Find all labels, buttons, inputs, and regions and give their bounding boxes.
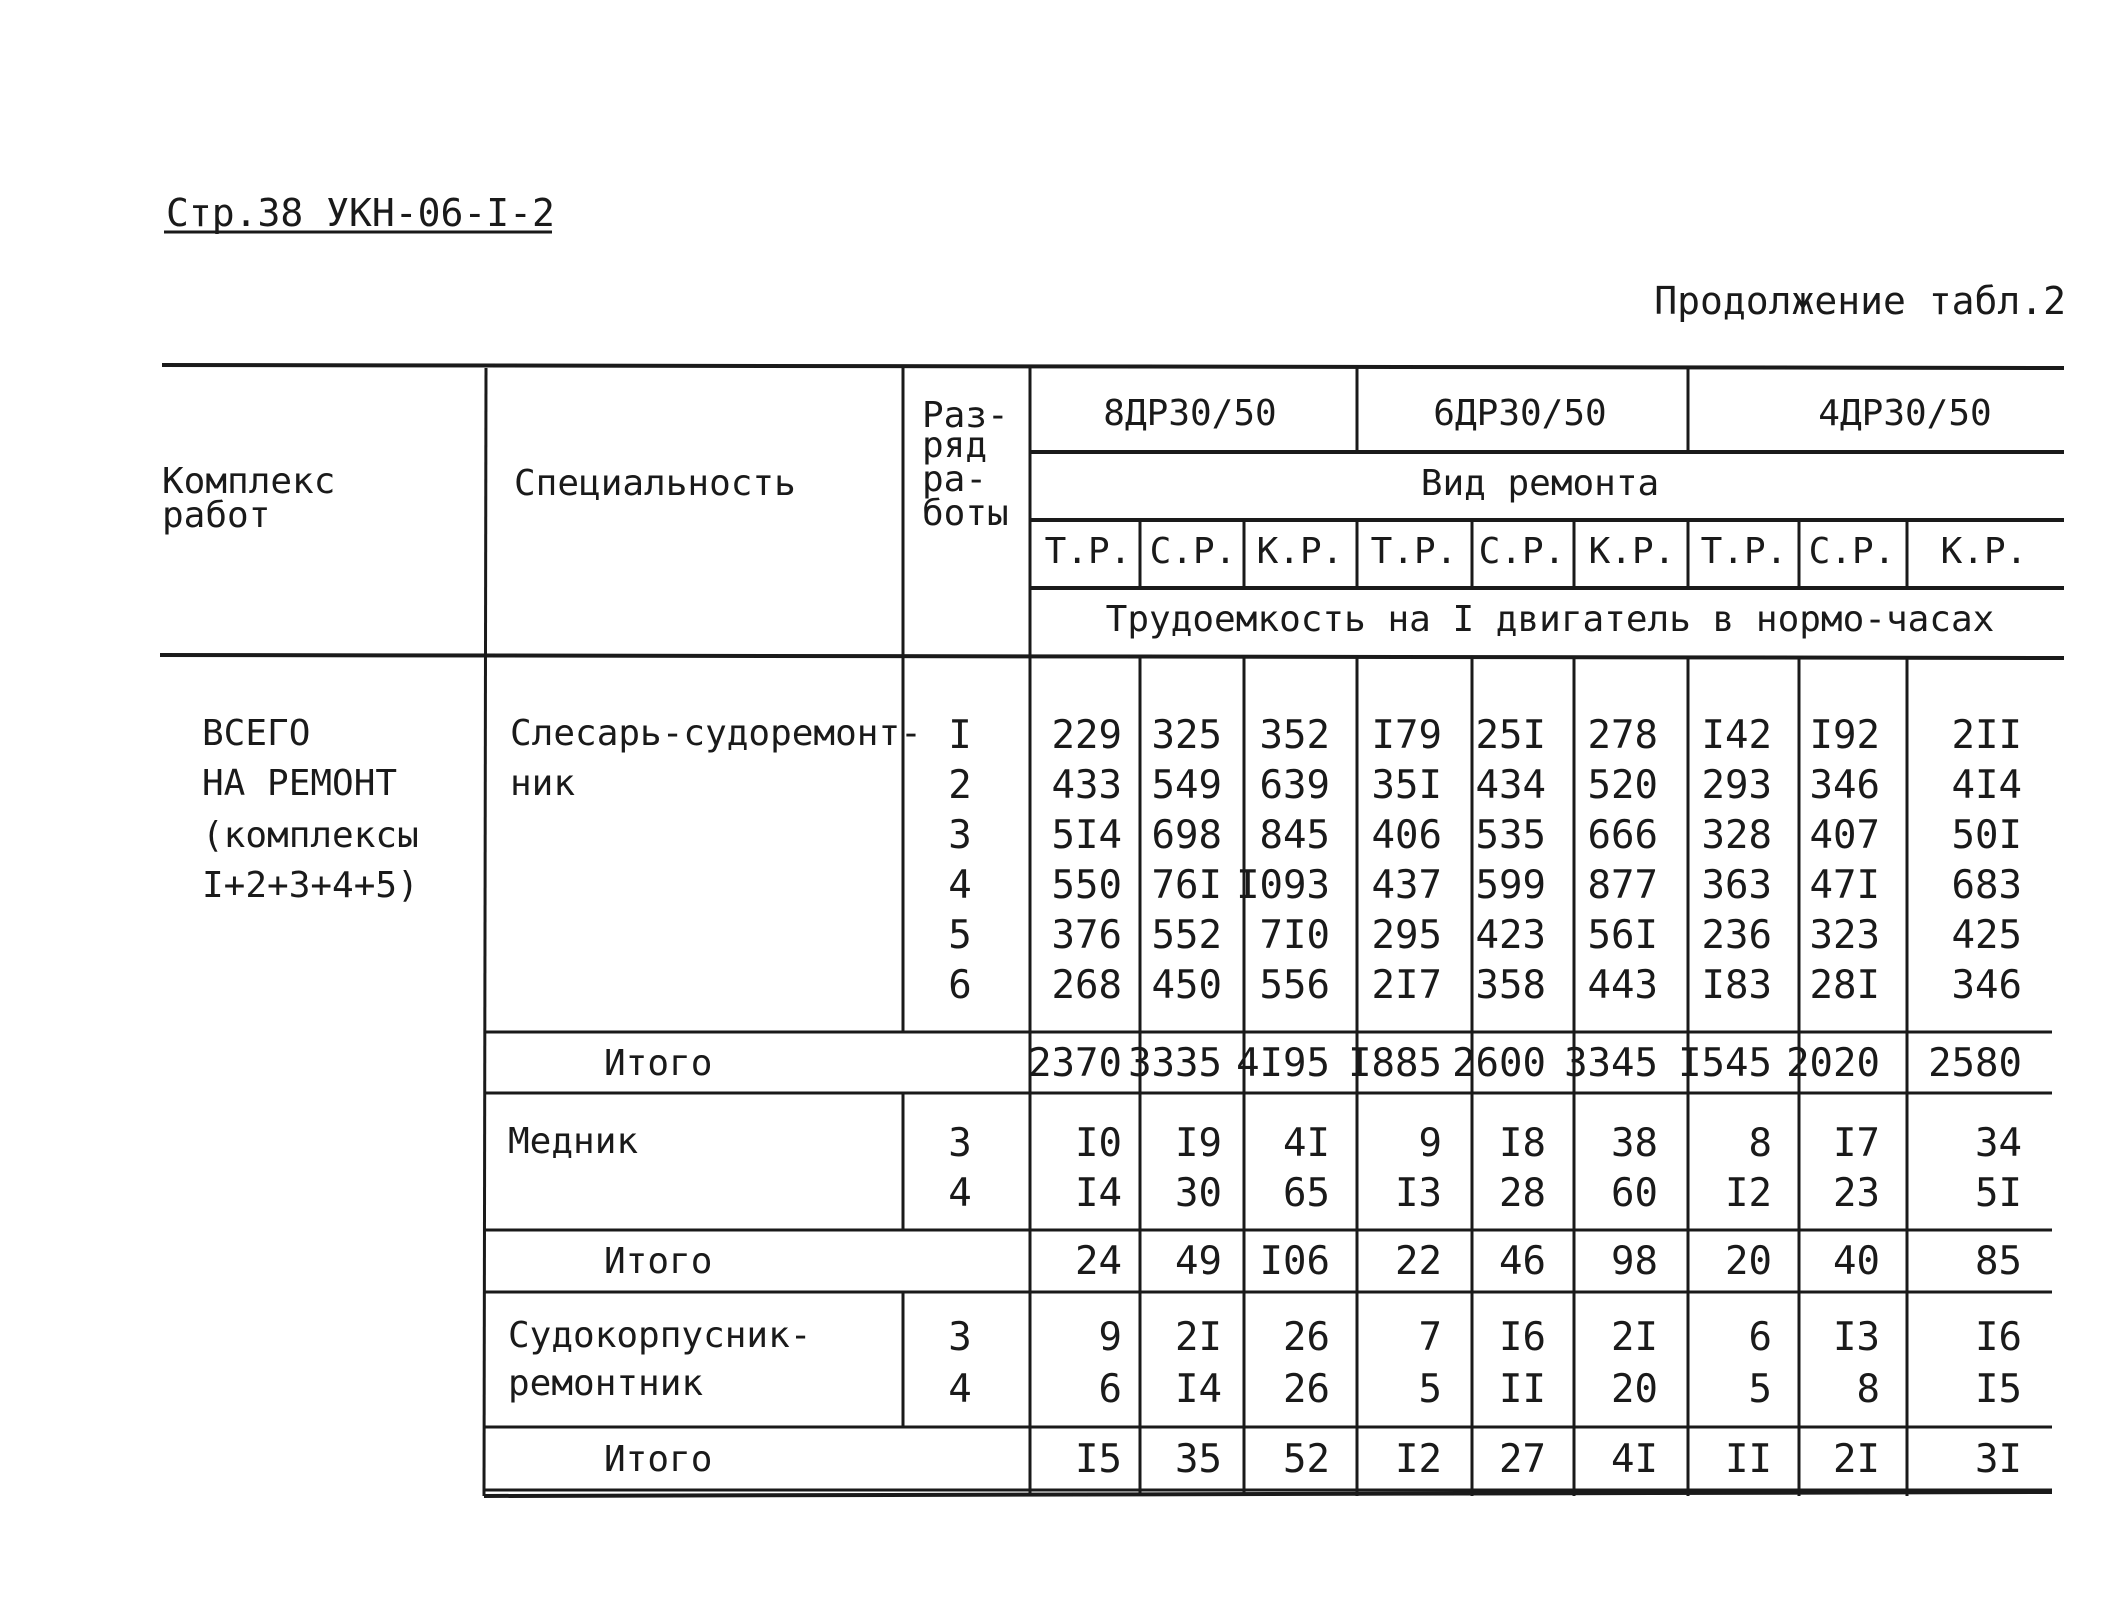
- table-cell: 50I: [1951, 813, 2022, 858]
- table-cell: I92: [1809, 713, 1880, 758]
- repair-type-sr-4dr: С.Р.: [1808, 531, 1896, 572]
- table-cell: 550: [1051, 863, 1122, 908]
- grade-cell: 2: [948, 763, 972, 808]
- col-header-grade-line1: Раз-: [922, 395, 1009, 436]
- repair-type-tr-8dr: Т.Р.: [1044, 531, 1132, 572]
- total-cell: 3345: [1564, 1041, 1658, 1086]
- table-cell: 229: [1051, 713, 1122, 758]
- table-cell: 346: [1951, 963, 2022, 1008]
- total-cell: 2020: [1786, 1041, 1880, 1086]
- grade-cell: 5: [948, 913, 972, 958]
- col-header-specialty: Специальность: [514, 463, 796, 504]
- specialty-hull-repairer-line2: ремонтник: [508, 1363, 704, 1404]
- grade-cell: 4: [948, 863, 972, 908]
- table-cell: 639: [1259, 763, 1330, 808]
- table-cell: I4: [1175, 1367, 1222, 1412]
- table-cell: I79: [1371, 713, 1442, 758]
- table-cell: 26: [1283, 1367, 1330, 1412]
- total-cell: 4I95: [1236, 1041, 1330, 1086]
- table-cell: I42: [1701, 713, 1772, 758]
- table-cell: 278: [1587, 713, 1658, 758]
- total-cell: 35: [1175, 1437, 1222, 1482]
- table-cell: 328: [1701, 813, 1772, 858]
- table-cell: 6: [1098, 1367, 1122, 1412]
- complex-label-line4: I+2+3+4+5): [202, 865, 419, 906]
- table-cell: I0: [1075, 1121, 1122, 1166]
- table-cell: 434: [1475, 763, 1546, 808]
- total-cell: 85: [1975, 1239, 2022, 1284]
- total-cell: 22: [1395, 1239, 1442, 1284]
- table-cell: 520: [1587, 763, 1658, 808]
- grade-cell: 3: [948, 1315, 972, 1360]
- total-label: Итого: [604, 1439, 713, 1480]
- total-cell: 2580: [1928, 1041, 2022, 1086]
- table-cell: 38: [1611, 1121, 1658, 1166]
- table-cell: 556: [1259, 963, 1330, 1008]
- table-cell: 549: [1151, 763, 1222, 808]
- table-cell: 5I4: [1051, 813, 1122, 858]
- table-cell: 845: [1259, 813, 1330, 858]
- col-header-grade-line4: боты: [922, 493, 1009, 534]
- engine-header-4dr: 4ДР30/50: [1818, 393, 1992, 434]
- table-cell: II: [1499, 1367, 1546, 1412]
- total-cell: 52: [1283, 1437, 1330, 1482]
- table-cell: 2I7: [1371, 963, 1442, 1008]
- repair-type-sr-8dr: С.Р.: [1149, 531, 1237, 572]
- repair-type-kr-6dr: К.Р.: [1588, 531, 1676, 572]
- table-cell: 25I: [1475, 713, 1546, 758]
- table-cell: 450: [1151, 963, 1222, 1008]
- complex-label-line3: (комплексы: [202, 815, 419, 856]
- table-cell: 698: [1151, 813, 1222, 858]
- grade-cell: I: [948, 713, 972, 758]
- table-cell: 56I: [1587, 913, 1658, 958]
- page-reference: Стр.38 УКН-06-I-2: [166, 191, 555, 235]
- table-cell: 376: [1051, 913, 1122, 958]
- col-header-grade-line2: ряд: [922, 425, 988, 466]
- total-cell: 24: [1075, 1239, 1122, 1284]
- table-cell: 28I: [1809, 963, 1880, 1008]
- table-cell: 268: [1051, 963, 1122, 1008]
- grade-cell: 3: [948, 813, 972, 858]
- table-cell: 407: [1809, 813, 1880, 858]
- grade-cell: 4: [948, 1367, 972, 1412]
- total-cell: 27: [1499, 1437, 1546, 1482]
- table-cell: 4I: [1283, 1121, 1330, 1166]
- total-cell: I885: [1348, 1041, 1442, 1086]
- table-cell: 5: [1418, 1367, 1442, 1412]
- table-cell: 47I: [1809, 863, 1880, 908]
- table-cell: 552: [1151, 913, 1222, 958]
- table-cell: 9: [1418, 1121, 1442, 1166]
- repair-type-kr-4dr: К.Р.: [1940, 531, 2028, 572]
- grade-cell: 4: [948, 1171, 972, 1216]
- repair-type-tr-4dr: Т.Р.: [1700, 531, 1788, 572]
- table-cell: 60: [1611, 1171, 1658, 1216]
- repair-type-sr-6dr: С.Р.: [1478, 531, 1566, 572]
- table-cell: 7: [1418, 1315, 1442, 1360]
- table-cell: 6: [1748, 1315, 1772, 1360]
- specialty-hull-repairer-line1: Судокорпусник-: [508, 1315, 812, 1356]
- total-cell: 2I: [1833, 1437, 1880, 1482]
- total-cell: 46: [1499, 1239, 1546, 1284]
- repair-type-tr-6dr: Т.Р.: [1370, 531, 1458, 572]
- table-cell: I8: [1499, 1121, 1546, 1166]
- complex-label-line1: ВСЕГО: [202, 713, 311, 754]
- table-cell: 425: [1951, 913, 2022, 958]
- table-cell: 35I: [1371, 763, 1442, 808]
- table-continuation-label: Продолжение табл.2: [1654, 279, 2066, 323]
- table-cell: I4: [1075, 1171, 1122, 1216]
- specialty-fitter-line2: ник: [510, 763, 576, 804]
- col-header-complex-line1: Комплекс: [162, 461, 336, 502]
- total-cell: 49: [1175, 1239, 1222, 1284]
- table-cell: I6: [1975, 1315, 2022, 1360]
- total-cell: I2: [1395, 1437, 1442, 1482]
- table-cell: 8: [1748, 1121, 1772, 1166]
- col-header-complex-line2: работ: [162, 495, 271, 536]
- specialty-fitter-line1: Слесарь-судоремонт-: [510, 713, 922, 754]
- col-header-grade-line3: ра-: [922, 459, 988, 500]
- table-cell: 323: [1809, 913, 1880, 958]
- repair-kind-header: Вид ремонта: [1420, 463, 1660, 504]
- table-cell: 293: [1701, 763, 1772, 808]
- table-cell: 346: [1809, 763, 1880, 808]
- total-cell: 40: [1833, 1239, 1880, 1284]
- total-cell: 20: [1725, 1239, 1772, 1284]
- total-cell: 4I: [1611, 1437, 1658, 1482]
- table-cell: 2I: [1175, 1315, 1222, 1360]
- table-cell: 20: [1611, 1367, 1658, 1412]
- table-cell: 23: [1833, 1171, 1880, 1216]
- table-cell: I5: [1975, 1367, 2022, 1412]
- table-cell: 8: [1856, 1367, 1880, 1412]
- table-cell: 5: [1748, 1367, 1772, 1412]
- total-cell: 2600: [1452, 1041, 1546, 1086]
- table-cell: 325: [1151, 713, 1222, 758]
- table-cell: 5I: [1975, 1171, 2022, 1216]
- table-cell: 683: [1951, 863, 2022, 908]
- table-cell: 443: [1587, 963, 1658, 1008]
- table-cell: 2I: [1611, 1315, 1658, 1360]
- table-cell: 535: [1475, 813, 1546, 858]
- total-cell: 3I: [1975, 1437, 2022, 1482]
- table-cell: 236: [1701, 913, 1772, 958]
- table-cell: I2: [1725, 1171, 1772, 1216]
- table-cell: 599: [1475, 863, 1546, 908]
- total-cell: II: [1725, 1437, 1772, 1482]
- table-cell: I6: [1499, 1315, 1546, 1360]
- total-label: Итого: [604, 1043, 713, 1084]
- engine-header-8dr: 8ДР30/50: [1103, 393, 1277, 434]
- table-cell: 352: [1259, 713, 1330, 758]
- table-cell: 358: [1475, 963, 1546, 1008]
- table-cell: 295: [1371, 913, 1442, 958]
- table-cell: 26: [1283, 1315, 1330, 1360]
- table-cell: 406: [1371, 813, 1442, 858]
- table-cell: 76I: [1151, 863, 1222, 908]
- specialty-coppersmith: Медник: [508, 1121, 639, 1162]
- total-cell: I06: [1259, 1239, 1330, 1284]
- grade-cell: 3: [948, 1121, 972, 1166]
- total-cell: 98: [1611, 1239, 1658, 1284]
- table-cell: 28: [1499, 1171, 1546, 1216]
- total-cell: I545: [1678, 1041, 1772, 1086]
- table-cell: I3: [1395, 1171, 1442, 1216]
- table-cell: 666: [1587, 813, 1658, 858]
- table-cell: 34: [1975, 1121, 2022, 1166]
- total-cell: 2370: [1028, 1041, 1122, 1086]
- complex-label-line2: НА РЕМОНТ: [202, 763, 398, 804]
- table-cell: 65: [1283, 1171, 1330, 1216]
- table-cell: 9: [1098, 1315, 1122, 1360]
- total-label: Итого: [604, 1241, 713, 1282]
- table-cell: 363: [1701, 863, 1772, 908]
- table-cell: I83: [1701, 963, 1772, 1008]
- table-cell: I093: [1236, 863, 1330, 908]
- labor-intensity-note: Трудоемкость на I двигатель в нормо-часах: [1105, 599, 1995, 640]
- table-cell: 433: [1051, 763, 1122, 808]
- grade-cell: 6: [948, 963, 972, 1008]
- table-cell: 437: [1371, 863, 1442, 908]
- table-cell: 4I4: [1951, 763, 2022, 808]
- table-cell: I3: [1833, 1315, 1880, 1360]
- table-cell: 423: [1475, 913, 1546, 958]
- repair-type-kr-8dr: К.Р.: [1256, 531, 1344, 572]
- table-cell: 877: [1587, 863, 1658, 908]
- engine-header-6dr: 6ДР30/50: [1433, 393, 1607, 434]
- table-cell: I9: [1175, 1121, 1222, 1166]
- total-cell: I5: [1075, 1437, 1122, 1482]
- total-cell: 3335: [1128, 1041, 1222, 1086]
- table-cell: 2II: [1951, 713, 2022, 758]
- table-cell: 7I0: [1259, 913, 1330, 958]
- table-cell: I7: [1833, 1121, 1880, 1166]
- table-cell: 30: [1175, 1171, 1222, 1216]
